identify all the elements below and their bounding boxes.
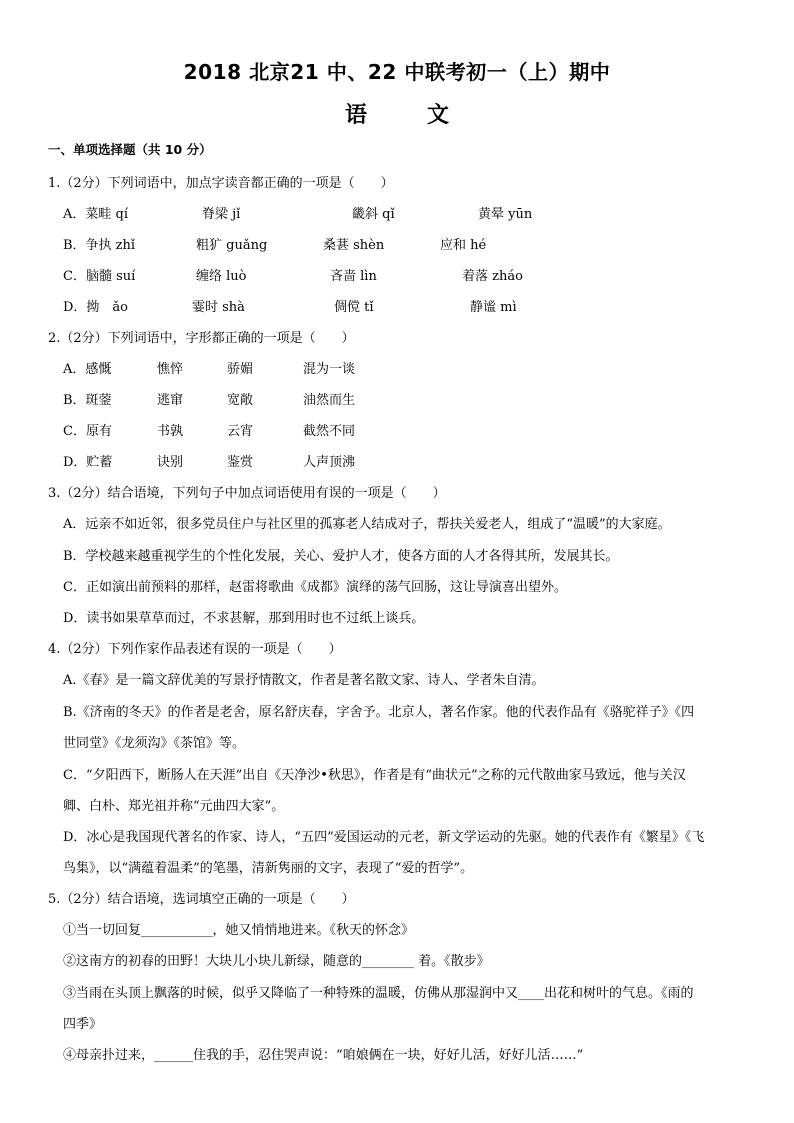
question-4-stem: 4.（2分）下列作家作品表述有误的一项是（ ） — [48, 642, 342, 657]
q5-sentence-3-line-2: 四季》 — [63, 1017, 103, 1032]
q2-option-a-2: 憔悴 — [157, 362, 184, 377]
q1-option-c-4: 着落 zháo — [462, 269, 523, 284]
q2-option-d-4: 人声顶沸 — [303, 455, 356, 470]
q3-option-d: D．读书如果草草而过，不求甚解，那到用时也不过纸上谈兵。 — [63, 611, 425, 626]
q1-option-d-3: 倜傥 tǐ — [334, 300, 374, 315]
q4-option-a: A.《春》是一篇文辞优美的写景抒情散文，作者是著名散文家、诗人、学者朱自清。 — [63, 673, 545, 688]
q1-option-a-1: A．菜畦 qí — [63, 207, 129, 222]
q3-option-c: C．正如演出前预料的那样，赵雷将歌曲《成都》演绎的荡气回肠，这让导演喜出望外。 — [63, 580, 567, 595]
q1-option-b-3: 桑葚 shèn — [323, 238, 385, 253]
q4-option-c-line-2: 卿、白朴、郑光祖并称“元曲四大家”。 — [63, 799, 285, 814]
q5-sentence-3-line-1: ③当雨在头顶上飘落的时候，似乎又降临了一种特殊的温暖，仿佛从那湿润中又____出花和树叶的气息。《雨的 — [63, 986, 694, 1001]
q4-option-d-line-2: 鸟集》，以“满蕴着温柔”的笔墨，清新隽丽的文字，表现了“爱的哲学”。 — [63, 861, 474, 876]
question-1-stem: 1.（2分）下列词语中，加点字读音都正确的一项是（ ） — [48, 176, 394, 191]
q2-option-c-2: 书孰 — [157, 424, 184, 439]
q1-option-d-1: D．拗 ǎo — [63, 300, 129, 315]
q4-option-c-line-1: C．“夕阳西下，断肠人在天涯”出自《天净沙•秋思》，作者是有“曲状元”之称的元代散曲家马致远，他与关汉 — [63, 768, 686, 783]
q2-option-b-1: B．斑蓥 — [63, 393, 112, 408]
q1-option-a-2: 脊梁 jǐ — [202, 207, 241, 222]
q5-sentence-4: ④母亲扑过来，______住我的手，忍住哭声说：“咱娘俩在一块，好好儿活，好好儿活……” — [63, 1048, 584, 1063]
q2-option-c-1: C．原有 — [63, 424, 112, 439]
page-title: 2018 北京21 中、22 中联考初一（上）期中 — [183, 60, 611, 84]
q5-sentence-2: ②这南方的初春的田野！大块儿小块儿新绿，随意的________ 着。《散步》 — [63, 954, 490, 969]
q1-option-c-2: 缠络 luò — [196, 269, 247, 284]
q2-option-c-4: 截然不同 — [303, 424, 356, 439]
q2-option-c-3: 云宵 — [227, 424, 254, 439]
q3-option-a: A．远亲不如近邻，很多党员住户与社区里的孤寡老人结成对子，帮扶关爱老人，组成了“温暖”的大家庭。 — [63, 517, 671, 532]
q2-option-d-2: 诀别 — [157, 455, 184, 470]
q1-option-d-4: 静谧 mì — [470, 300, 517, 315]
q1-option-b-4: 应和 hé — [440, 238, 487, 253]
q1-option-a-4: 黄晕 yūn — [478, 207, 533, 222]
q5-sentence-1: ①当一切回复___________，她又悄悄地进来。《秋天的怀念》 — [63, 923, 415, 938]
q1-option-c-3: 吝啬 lìn — [330, 269, 377, 284]
q4-option-b-line-2: 世同堂》《龙须沟》《茶馆》等。 — [63, 736, 246, 751]
question-5-stem: 5.（2分）结合语境，选词填空正确的一项是（ ） — [48, 892, 355, 907]
section-heading: 一、单项选择题（共 10 分） — [48, 142, 212, 157]
question-2-stem: 2.（2分）下列词语中，字形都正确的一项是（ ） — [48, 331, 355, 346]
q2-option-a-3: 骄媚 — [227, 362, 254, 377]
q2-option-d-3: 鉴赏 — [227, 455, 254, 470]
q2-option-b-3: 宽敞 — [227, 393, 254, 408]
subject-heading — [0, 98, 794, 129]
q1-option-b-1: B．争执 zhǐ — [63, 238, 136, 253]
q4-option-b-line-1: B.《济南的冬天》的作者是老舍，原名舒庆春，字舍予。北京人，著名作家。他的代表作品有《骆驼祥子》《四 — [63, 705, 695, 720]
q2-option-a-1: A．感慨 — [63, 362, 112, 377]
question-3-stem: 3.（2分）结合语境，下列句子中加点词语使用有误的一项是（ ） — [48, 486, 446, 501]
q2-option-a-4: 混为一谈 — [303, 362, 356, 377]
subject-char-1: 语 — [344, 103, 367, 128]
q1-option-c-1: C．脑髓 suí — [63, 269, 136, 284]
q4-option-d-line-1: D．冰心是我国现代著名的作家、诗人，“五四”爱国运动的元老，新文学运动的先驱。她的代表作有《繁星》《飞 — [63, 830, 705, 845]
subject-char-2: 文 — [427, 103, 450, 128]
q1-option-b-2: 粗犷 guǎng — [196, 238, 268, 253]
q2-option-b-2: 逃窜 — [157, 393, 184, 408]
q3-option-b: B．学校越来越重视学生的个性化发展，关心、爱护人才，使各方面的人才各得其所，发展其长。 — [63, 549, 619, 564]
q2-option-b-4: 油然而生 — [303, 393, 356, 408]
q2-option-d-1: D．贮蓄 — [63, 455, 113, 470]
q1-option-d-2: 霎时 shà — [192, 300, 245, 315]
q1-option-a-3: 畿斜 qǐ — [352, 207, 395, 222]
